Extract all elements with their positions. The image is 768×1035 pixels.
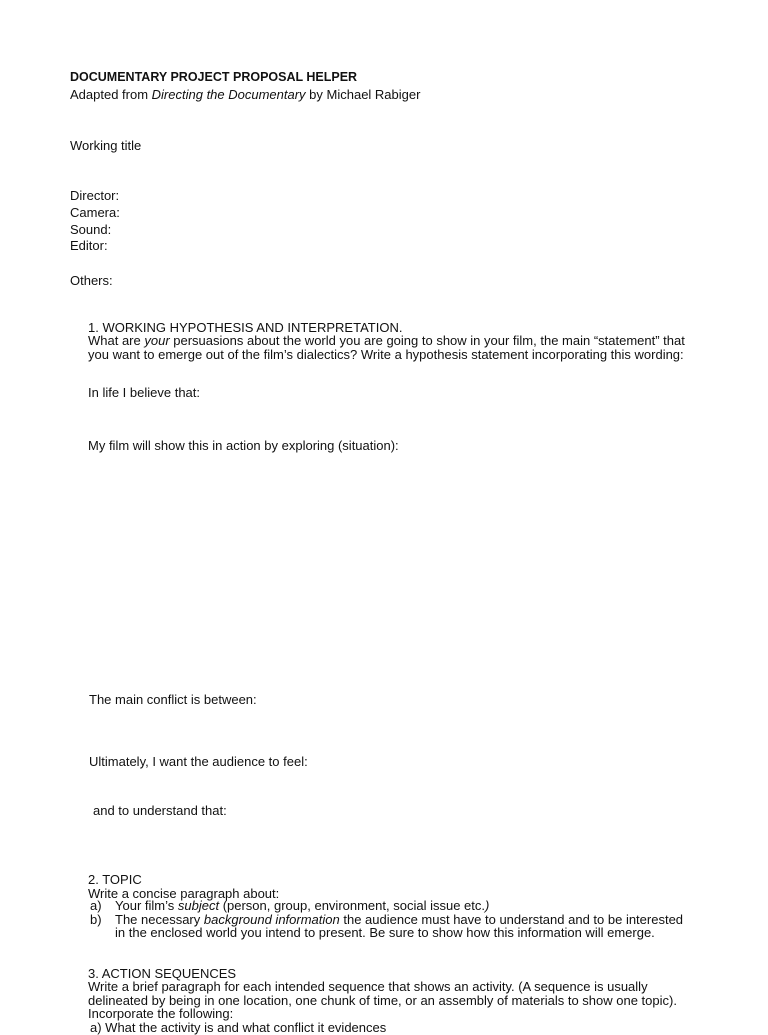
section3-intro: Write a brief paragraph for each intended sequence that shows an activity. (A sequence is usually delineated by being in one location, one chunk of time, or an assembly of materials to show one topic). Incorporate the following: xyxy=(88,979,677,1022)
prompt-life-belief: In life I believe that: xyxy=(88,385,201,400)
editor-label: Editor: xyxy=(70,238,108,253)
sound-label: Sound: xyxy=(70,222,112,237)
section2-list xyxy=(88,899,696,940)
section2-heading: 2. TOPIC xyxy=(88,872,142,887)
prompt-main-conflict: The main conflict is between: xyxy=(89,692,257,707)
section1-intro-em: your xyxy=(144,333,170,348)
attribution-prefix: Adapted from xyxy=(70,87,152,102)
book-title: Directing the Documentary xyxy=(151,87,306,102)
list-item xyxy=(88,913,696,940)
list-text: Your film’s xyxy=(115,898,178,913)
section1-heading: 1. WORKING HYPOTHESIS AND INTERPRETATION. xyxy=(88,320,403,335)
section3-cut-item: a) What the activity is and what conflict it evidences xyxy=(90,1020,387,1035)
list-text-emphasis: subject xyxy=(177,898,220,913)
others-label: Others: xyxy=(70,273,113,288)
attribution-line xyxy=(70,87,420,102)
list-marker: a) xyxy=(90,898,102,913)
working-title-label: Working title xyxy=(70,138,142,153)
list-text-emphasis: ) xyxy=(485,898,490,913)
prompt-audience-feel: Ultimately, I want the audience to feel: xyxy=(89,754,308,769)
prompt-film-situation: My film will show this in action by exploring (situation): xyxy=(88,438,399,453)
section2-intro: Write a concise paragraph about: xyxy=(88,886,280,901)
attribution-suffix: by Michael Rabiger xyxy=(305,87,421,102)
list-text: (person, group, environment, social issue etc. xyxy=(219,898,485,913)
section3-heading: 3. ACTION SEQUENCES xyxy=(88,966,237,981)
prompt-audience-understand xyxy=(89,803,227,818)
section1-intro-b: persuasions about the world you are going to show in your film, the main “statement” that you want to emerge out of the film’s dialectics? Write a hypothesis statement incorporating this wording: xyxy=(88,333,685,362)
list-marker: b) xyxy=(90,911,102,927)
director-label: Director: xyxy=(70,188,120,203)
section1-intro xyxy=(88,334,693,361)
camera-label: Camera: xyxy=(70,205,120,220)
prompt-audience-understand-text: and to understand that: xyxy=(93,803,227,818)
list-text-emphasis: background information xyxy=(203,911,340,927)
list-item xyxy=(88,899,696,913)
section1-intro-a: What are xyxy=(88,333,145,348)
list-text: the audience must have to understand and to be interested in the enclosed world you intend to present. Be sure to show how this information will emerge. xyxy=(115,911,684,941)
document-title: DOCUMENTARY PROJECT PROPOSAL HELPER xyxy=(70,70,358,84)
list-text: The necessary xyxy=(115,911,204,927)
